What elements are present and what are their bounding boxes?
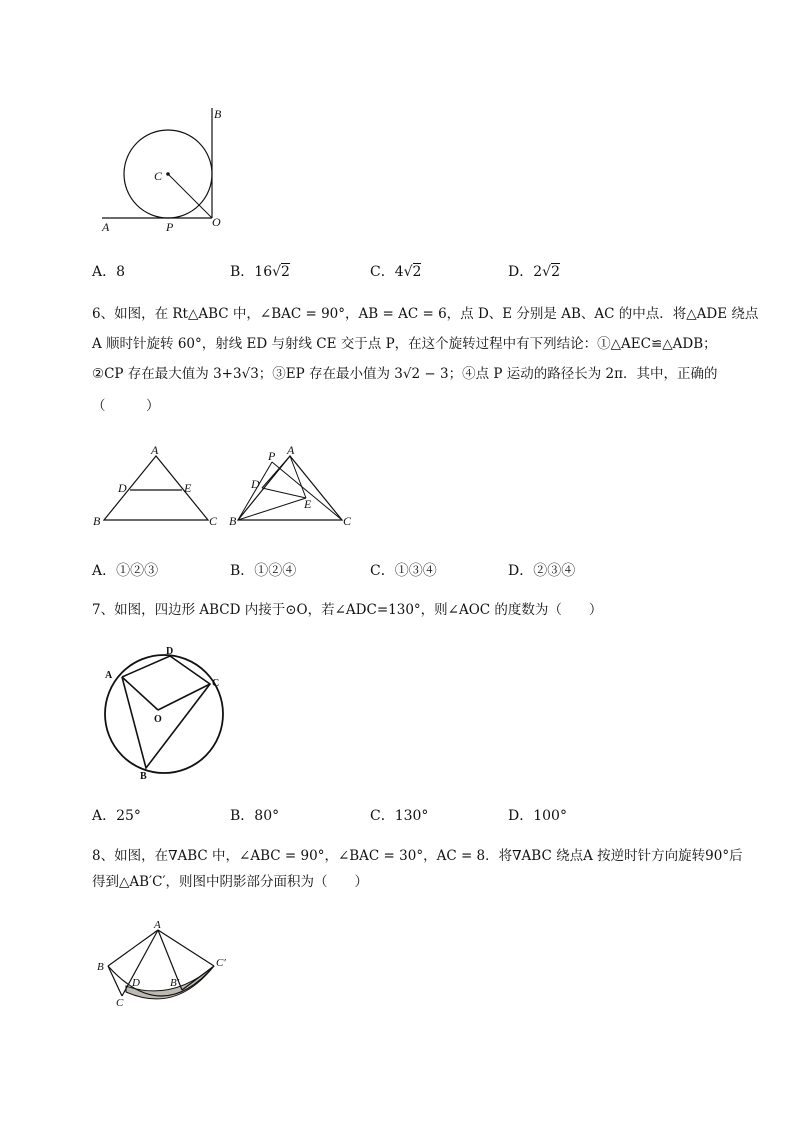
q5-option-c-radicand: 2 xyxy=(412,264,422,280)
q6-f2-label-d: D xyxy=(251,477,260,491)
q6-option-b: B．①②④ xyxy=(230,563,297,579)
q6-f2-label-a: A xyxy=(287,443,295,457)
q8-figure xyxy=(92,918,242,1013)
q5-label-p: P xyxy=(166,220,174,234)
q6-option-d: D．②③④ xyxy=(508,563,576,579)
q8-label-b1: B′ xyxy=(170,977,180,989)
q6-line-4: （ ） xyxy=(92,398,160,414)
q6-f2-segment-ae xyxy=(290,456,306,498)
q6-f1-label-a: A xyxy=(151,443,159,457)
q6-f2-segment-de xyxy=(262,488,306,498)
q6-option-a: A．①②③ xyxy=(92,563,159,579)
q6-f2-label-c: C xyxy=(343,514,352,528)
q5-label-a: A xyxy=(102,220,110,234)
q5-segment-co xyxy=(168,174,212,218)
q6-f2-label-e: E xyxy=(304,497,312,511)
q5-option-c-prefix: C．4 xyxy=(370,264,404,280)
q7-label-d: D xyxy=(166,646,174,657)
q8-label-a: A xyxy=(154,919,161,931)
q7-option-c: C．130° xyxy=(370,808,429,824)
q6-line-2: A 顺时针旋转 60°，射线 ED 与射线 CE 交于点 P，在这个旋转过程中有下列结论：①△AEC≌△ADB； xyxy=(92,336,717,352)
q5-option-d-prefix: D．2 xyxy=(508,264,543,280)
q5-label-c: C xyxy=(154,169,163,183)
q7-figure xyxy=(96,640,236,785)
q7-option-d: D．100° xyxy=(508,808,567,824)
q6-line-1: 6、如图，在 Rt△ABC 中，∠BAC = 90°，AB = AC = 6，点 D、E 分别是 AB、AC 的中点．将△ADE 绕点 xyxy=(92,306,759,322)
radical-sign: √ xyxy=(403,264,413,280)
q6-figure-2 xyxy=(226,440,361,535)
q5-figure xyxy=(96,100,236,240)
q7-option-b: B．80° xyxy=(230,808,280,824)
q8-label-c1: C′ xyxy=(216,957,226,969)
radical-sign: √ xyxy=(542,264,552,280)
q8-segment-b1c1 xyxy=(182,966,214,990)
q7-label-o: O xyxy=(154,714,162,725)
q5-option-b xyxy=(230,262,290,282)
q5-label-o: O xyxy=(212,215,221,229)
q5-option-b-prefix: B．16 xyxy=(230,264,273,280)
q6-f1-label-b: B xyxy=(93,514,101,528)
q8-segment-ac1 xyxy=(158,930,214,966)
q6-f2-label-b: B xyxy=(229,514,237,528)
q6-figure-1 xyxy=(90,440,225,535)
q6-f2-segment-pc xyxy=(272,462,342,520)
q6-f2-segment-pb xyxy=(238,462,272,520)
q6-f2-segment-be xyxy=(238,498,306,520)
q8-segment-ac xyxy=(122,930,158,996)
q5-option-b-radicand: 2 xyxy=(281,264,290,280)
q6-f1-label-d: D xyxy=(118,481,127,495)
q5-center-dot xyxy=(166,172,170,176)
q7-option-a: A．25° xyxy=(92,808,141,824)
q7-label-c: C xyxy=(212,678,220,689)
q7-circle xyxy=(105,655,223,773)
q8-segment-ab xyxy=(108,930,158,966)
q8-label-b: B xyxy=(97,961,104,973)
q8-segment-bc xyxy=(108,966,122,996)
q8-line-2: 得到△AB′C′，则图中阴影部分面积为（ ） xyxy=(92,874,369,890)
q7-segment-ao xyxy=(122,677,158,710)
q6-f2-label-p: P xyxy=(268,449,276,463)
q5-option-d xyxy=(508,262,560,282)
q8-label-c: C xyxy=(116,997,124,1009)
q8-line-1: 8、如图，在∇ABC 中，∠ABC = 90°，∠BAC = 30°，AC = 8．将∇ABC 绕点A 按逆时针方向旋转90°后 xyxy=(92,848,743,864)
q7-quadrilateral-abcd xyxy=(122,656,210,768)
q7-label-b: B xyxy=(140,771,147,782)
q6-f1-label-e: E xyxy=(184,481,192,495)
q5-option-c xyxy=(370,262,421,282)
q5-option-d-radicand: 2 xyxy=(551,264,560,280)
q5-label-b: B xyxy=(214,107,222,121)
q6-f1-label-c: C xyxy=(209,514,218,528)
q8-label-d: D xyxy=(132,977,140,989)
q5-option-a: A．8 xyxy=(92,264,126,280)
q6-option-c: C．①③④ xyxy=(370,563,437,579)
q7-label-a: A xyxy=(105,670,113,681)
q6-line-3: ②CP 存在最大值为 3+3√3；③EP 存在最小值为 3√2 − 3；④点 P 运动的路径长为 2π．其中，正确的 xyxy=(92,366,718,382)
radical-sign: √ xyxy=(272,264,282,280)
q7-segment-oc xyxy=(158,684,210,710)
q7-text: 7、如图，四边形 ABCD 内接于⊙O，若∠ADC=130°，则∠AOC 的度数为（ ） xyxy=(92,602,603,618)
